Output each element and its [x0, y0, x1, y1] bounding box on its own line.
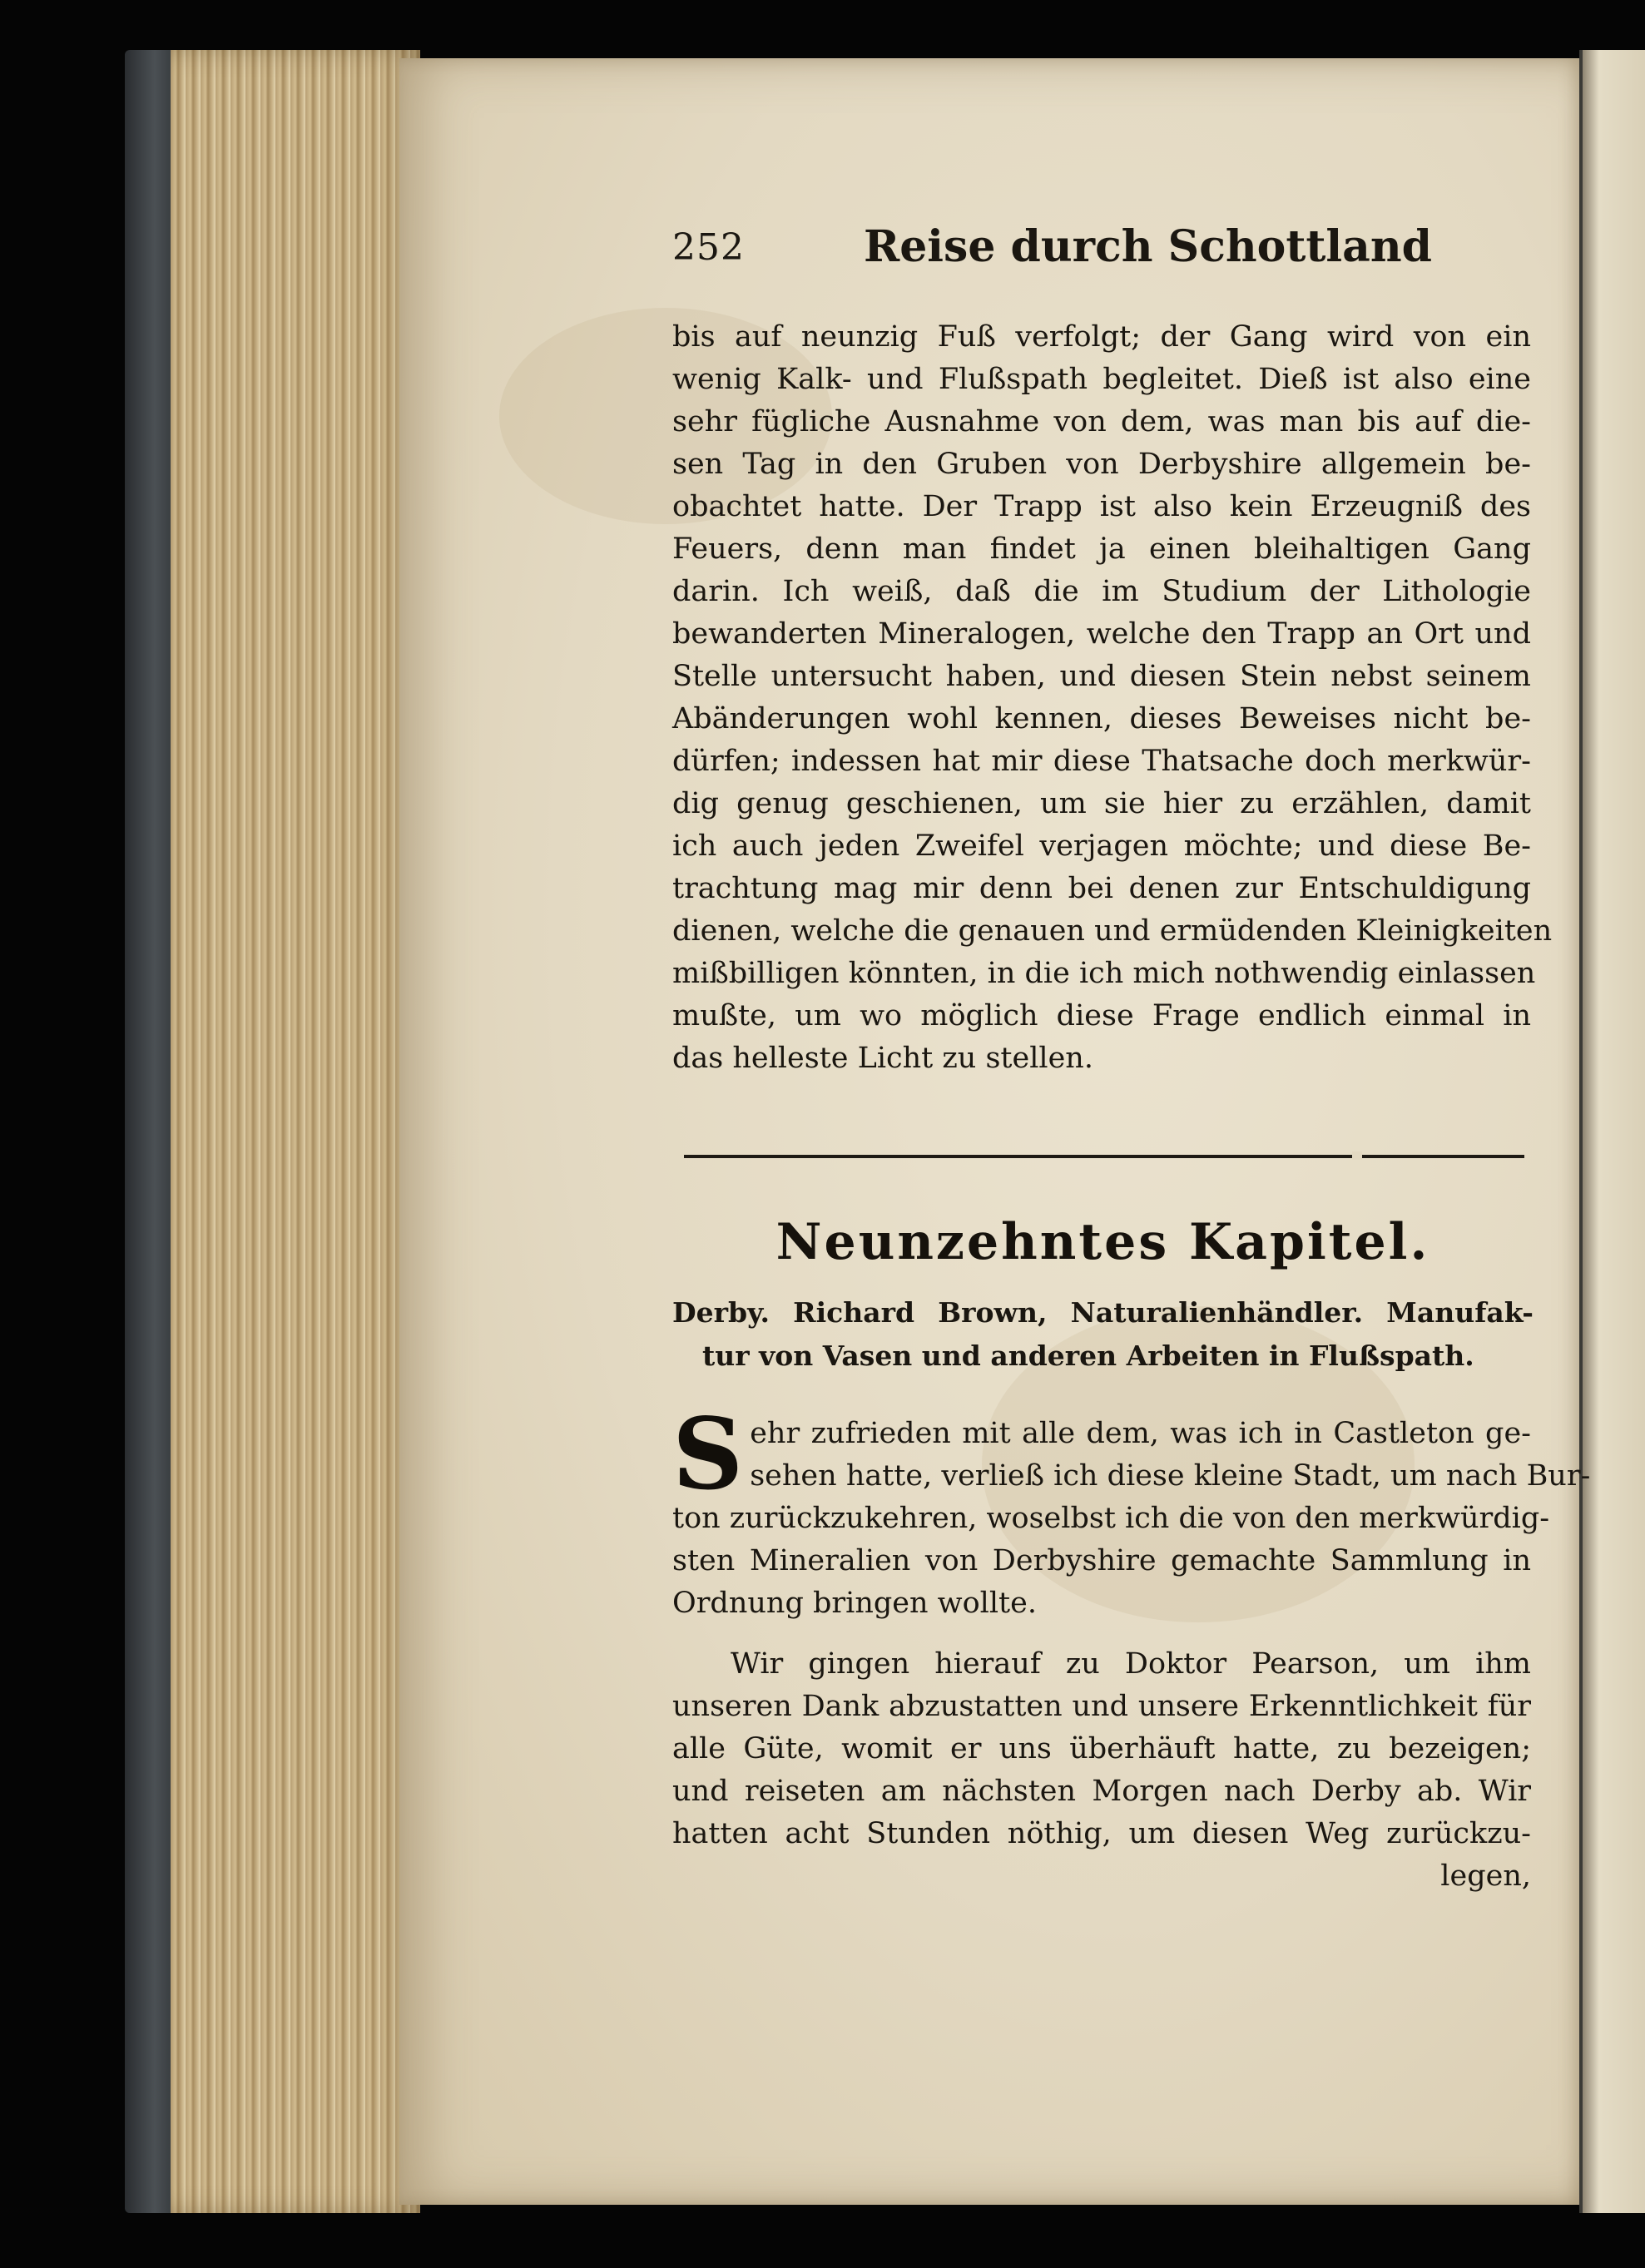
text-line: sehr fügliche Ausnahme von dem, was man bis auf die-: [672, 405, 1531, 438]
catchword: legen,: [1440, 1859, 1531, 1893]
chapter-heading: Neunzehntes Kapitel.: [775, 1213, 1430, 1271]
text-line: bewanderten Mineralogen, welche den Trapp an Ort und: [672, 617, 1531, 651]
text-line: Feuers, denn man findet ja einen bleihaltigen Gang: [672, 532, 1531, 566]
text-line: bis auf neunzig Fuß verfolgt; der Gang wird von ein: [672, 320, 1531, 354]
text-line: mißbilligen könnten, in die ich mich nothwendig einlassen: [672, 957, 1536, 990]
text-line: ton zurückzukehren, woselbst ich die von den merkwürdig-: [672, 1502, 1550, 1535]
text-line: dienen, welche die genauen und ermüdenden Kleinigkeiten: [672, 914, 1553, 948]
text-line: wenig Kalk- und Flußspath begleitet. Dieß ist also eine: [672, 363, 1531, 396]
text-line: sen Tag in den Gruben von Derbyshire allgemein be-: [672, 448, 1531, 481]
text-line: sten Mineralien von Derbyshire gemachte Sammlung in: [672, 1544, 1531, 1577]
text-line: das helleste Licht zu stellen.: [672, 1042, 1093, 1075]
drop-capital: S: [672, 1396, 744, 1512]
text-line: Stelle untersucht haben, und diesen Stein nebst seinem: [672, 660, 1531, 693]
page-number: 252: [672, 226, 745, 269]
text-line: und reiseten am nächsten Morgen nach Derby ab. Wir: [672, 1775, 1531, 1808]
text-line: mußte, um wo möglich diese Frage endlich einmal in: [672, 999, 1531, 1032]
text-line: hatten acht Stunden nöthig, um diesen Weg zurückzu-: [672, 1817, 1531, 1850]
section-rule-break: [1352, 1151, 1362, 1160]
paragraph-continuation: [672, 316, 1553, 1080]
chapter-summary: [672, 1291, 1534, 1378]
text-line: ehr zufrieden mit alle dem, was ich in Castleton ge-: [750, 1417, 1531, 1450]
running-head: [672, 221, 1534, 280]
text-line: dürfen; indessen hat mir diese Thatsache doch merkwür-: [672, 745, 1531, 778]
text-line: ich auch jeden Zweifel verjagen möchte; und diese Be-: [672, 829, 1531, 863]
text-line: darin. Ich weiß, daß die im Studium der Lithologie: [672, 575, 1531, 608]
text-line: Wir gingen hierauf zu Doktor Pearson, um ihm: [731, 1647, 1531, 1681]
page-block-edges: [171, 50, 420, 2213]
text-line: trachtung mag mir denn bei denen zur Entschuldigung: [672, 872, 1531, 905]
running-title: Reise durch Schottland: [864, 221, 1433, 272]
text-line: unseren Dank abzustatten und unsere Erkenntlichkeit für: [672, 1690, 1531, 1723]
paragraph-body: [672, 1643, 1531, 1898]
section-rule: [684, 1155, 1524, 1158]
text-line: sehen hatte, verließ ich diese kleine Stadt, um nach Bur-: [750, 1459, 1591, 1493]
chapter-summary-line: tur von Vasen und anderen Arbeiten in Flußspath.: [702, 1340, 1474, 1372]
next-page-edge: [1579, 50, 1645, 2213]
chapter-summary-line: Derby. Richard Brown, Naturalienhändler. Manufak-: [672, 1296, 1534, 1329]
text-line: dig genug geschienen, um sie hier zu erzählen, damit: [672, 787, 1531, 820]
text-line: Ordnung bringen wollte.: [672, 1587, 1037, 1620]
text-line: alle Güte, womit er uns überhäuft hatte, zu bezeigen;: [672, 1732, 1531, 1765]
text-line: Abänderungen wohl kennen, dieses Beweises nicht be-: [672, 702, 1531, 735]
text-line: obachtet hatte. Der Trapp ist also kein Erzeugniß des: [672, 490, 1531, 523]
paragraph-opening: [672, 1396, 1591, 1625]
